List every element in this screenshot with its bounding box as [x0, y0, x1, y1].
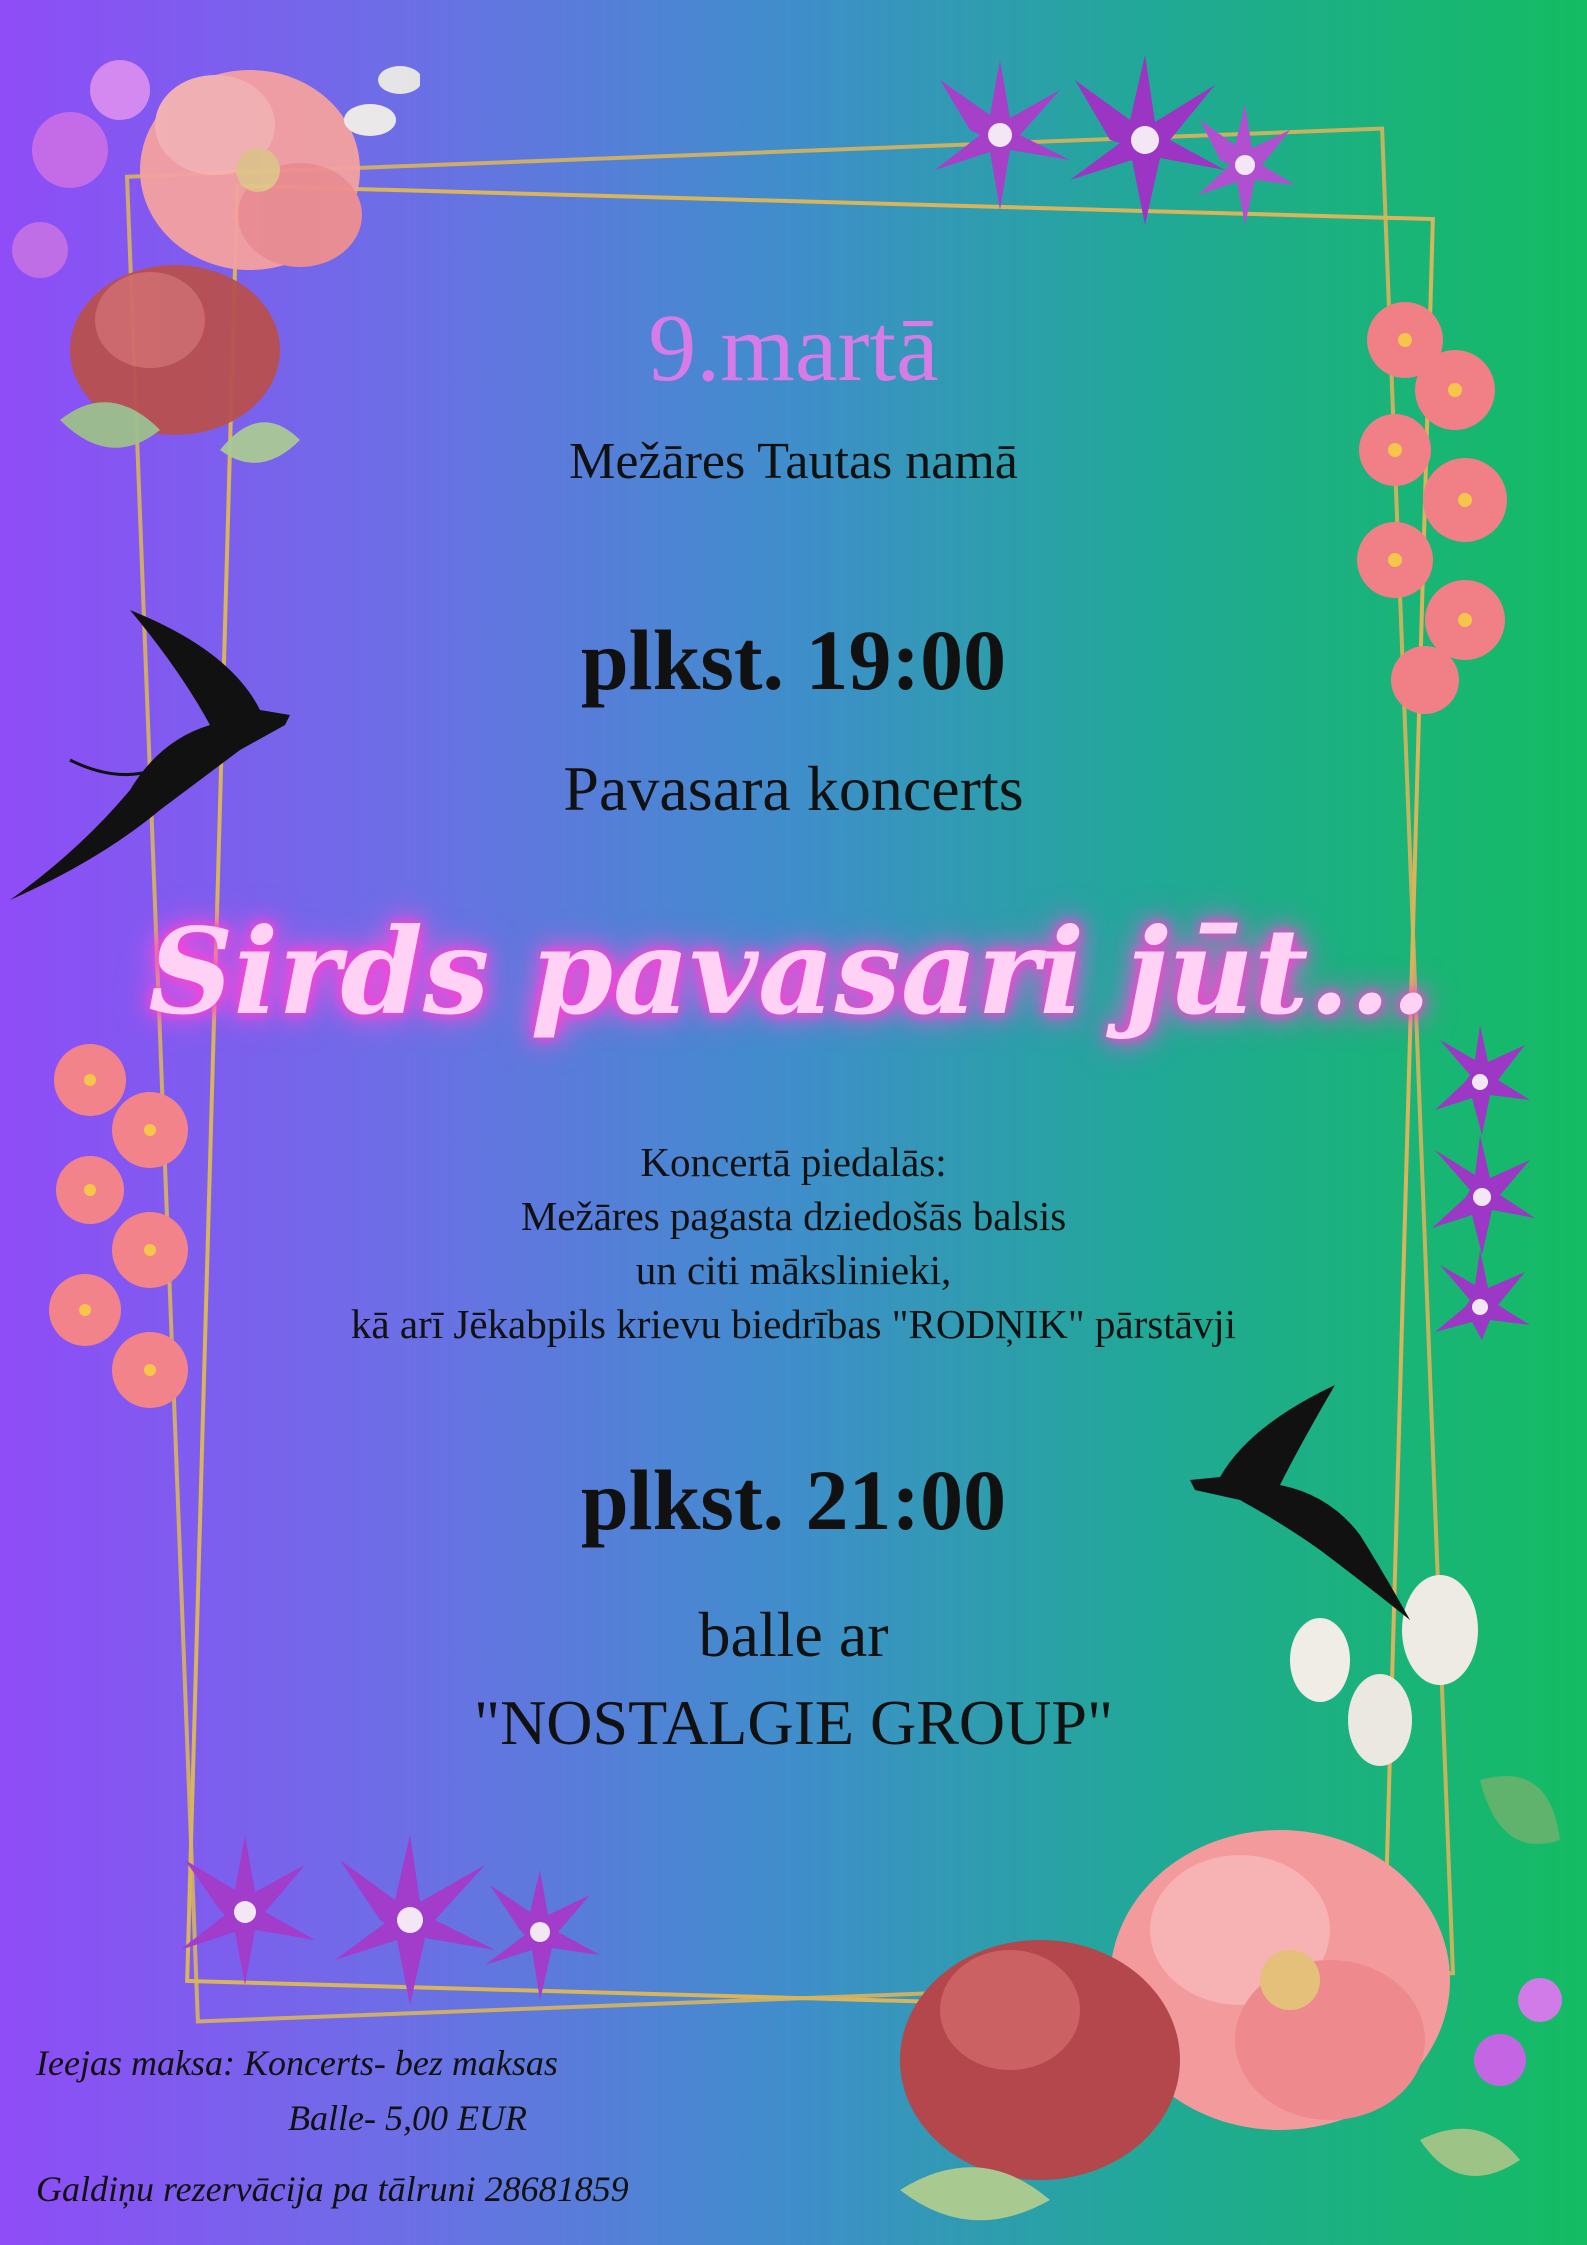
concert-title: Pavasara koncerts [563, 753, 1024, 824]
clematis-flower-icon [880, 40, 1300, 240]
participants-line: un citi mākslinieki, [635, 1247, 952, 1293]
headline: Sirds pavasari jūt... [148, 902, 1432, 1041]
ball-time: plkst. 21:00 [580, 1452, 1007, 1548]
fee-concert: Ieejas maksa: Koncerts- bez maksas [36, 2043, 558, 2083]
participants-line: Koncertā piedalās: [640, 1139, 947, 1185]
reservation-phone: Galdiņu rezervācija pa tālruni 28681859 [36, 2169, 629, 2209]
ball-line-1: balle ar [698, 1599, 889, 1670]
participants-line: kā arī Jēkabpils krievu biedrības "RODŅIK" pārstāvji [350, 1301, 1237, 1347]
concert-time: plkst. 19:00 [580, 612, 1007, 708]
participants-line: Mežāres pagasta dziedošās balsis [520, 1193, 1067, 1239]
participants-block [0, 1135, 1587, 1351]
ball-line-2: "NOSTALGIE GROUP" [473, 1687, 1114, 1758]
fee-ball: Balle- 5,00 EUR [288, 2098, 527, 2138]
peony-flower-icon [0, 0, 420, 480]
event-venue: Mežāres Tautas namā [569, 433, 1018, 490]
event-date: 9.martā [648, 294, 939, 401]
clematis-flower-icon [140, 1820, 610, 2010]
